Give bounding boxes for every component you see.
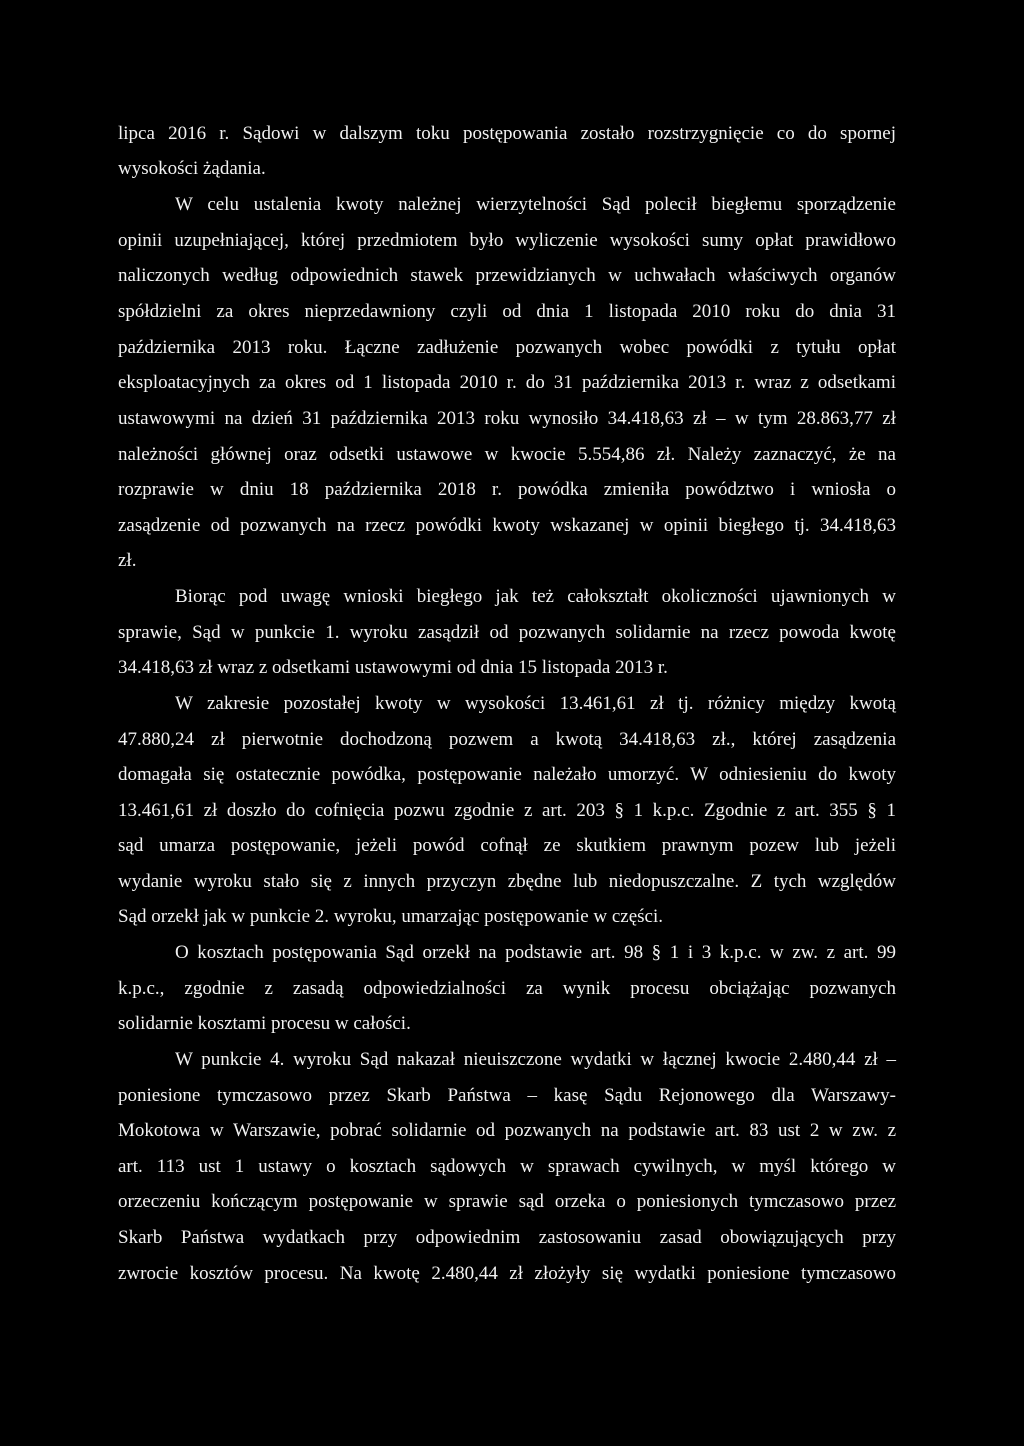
text-line: naliczonych według odpowiednich stawek przewidzianych w uchwałach właściwych organów xyxy=(118,265,896,286)
text-line: Mokotowa w Warszawie, pobrać solidarnie od pozwanych na podstawie art. 83 ust 2 w zw. z xyxy=(118,1120,896,1141)
text-line: 34.418,63 zł wraz z odsetkami ustawowymi od dnia 15 listopada 2013 r. xyxy=(118,657,668,678)
text-line: października 2013 roku. Łączne zadłużenie pozwanych wobec powódki z tytułu opłat xyxy=(118,337,896,358)
text-line: solidarnie kosztami procesu w całości. xyxy=(118,1013,411,1034)
text-line: O kosztach postępowania Sąd orzekł na podstawie art. 98 § 1 i 3 k.p.c. w zw. z art. 99 xyxy=(175,942,896,963)
text-line: opinii uzupełniającej, której przedmiotem było wyliczenie wysokości sumy opłat prawidłowo xyxy=(118,230,896,251)
text-line: zasądzenie od pozwanych na rzecz powódki kwoty wskazanej w opinii biegłego tj. 34.418,63 xyxy=(118,515,896,536)
text-line: sprawie, Sąd w punkcie 1. wyroku zasądził od pozwanych solidarnie na rzecz powoda kwotę xyxy=(118,622,896,643)
text-line: zwrocie kosztów procesu. Na kwotę 2.480,44 zł złożyły się wydatki poniesione tymczasowo xyxy=(118,1263,896,1284)
text-line: 47.880,24 zł pierwotnie dochodzoną pozwem a kwotą 34.418,63 zł., której zasądzenia xyxy=(118,729,896,750)
text-line: orzeczeniu kończącym postępowanie w sprawie sąd orzeka o poniesionych tymczasowo przez xyxy=(118,1191,896,1212)
text-line: zł. xyxy=(118,550,137,571)
text-line: rozprawie w dniu 18 października 2018 r. powódka zmieniła powództwo i wniosła o xyxy=(118,479,896,500)
text-line: Sąd orzekł jak w punkcie 2. wyroku, umarzając postępowanie w części. xyxy=(118,906,663,927)
text-line: W punkcie 4. wyroku Sąd nakazał nieuiszczone wydatki w łącznej kwocie 2.480,44 zł – xyxy=(175,1049,896,1070)
text-line: k.p.c., zgodnie z zasadą odpowiedzialności za wynik procesu obciążając pozwanych xyxy=(118,978,896,999)
text-line: Skarb Państwa wydatkach przy odpowiednim zastosowaniu zasad obowiązujących przy xyxy=(118,1227,896,1248)
text-line: art. 113 ust 1 ustawy o kosztach sądowych w sprawach cywilnych, w myśl którego w xyxy=(118,1156,896,1177)
text-line: ustawowymi na dzień 31 października 2013 roku wynosiło 34.418,63 zł – w tym 28.863,77 zł xyxy=(118,408,896,429)
text-line: Biorąc pod uwagę wnioski biegłego jak też całokształt okoliczności ujawnionych w xyxy=(175,586,896,607)
text-line: W zakresie pozostałej kwoty w wysokości 13.461,61 zł tj. różnicy między kwotą xyxy=(175,693,896,714)
text-line: spółdzielni za okres nieprzedawniony czyli od dnia 1 listopada 2010 roku do dnia 31 xyxy=(118,301,896,322)
text-line: eksploatacyjnych za okres od 1 listopada 2010 r. do 31 października 2013 r. wraz z odsetkami xyxy=(118,372,896,393)
text-line: sąd umarza postępowanie, jeżeli powód cofnął ze skutkiem prawnym pozew lub jeżeli xyxy=(118,835,896,856)
text-line: domagała się ostatecznie powódka, postępowanie należało umorzyć. W odniesieniu do kwoty xyxy=(118,764,896,785)
text-line: wysokości żądania. xyxy=(118,158,266,179)
text-line: poniesione tymczasowo przez Skarb Państwa – kasę Sądu Rejonowego dla Warszawy- xyxy=(118,1085,896,1106)
text-line: lipca 2016 r. Sądowi w dalszym toku postępowania zostało rozstrzygnięcie co do spornej xyxy=(118,123,896,144)
text-line: W celu ustalenia kwoty należnej wierzytelności Sąd polecił biegłemu sporządzenie xyxy=(175,194,896,215)
text-line: wydanie wyroku stało się z innych przyczyn zbędne lub niedopuszczalne. Z tych względów xyxy=(118,871,896,892)
text-line: 13.461,61 zł doszło do cofnięcia pozwu zgodnie z art. 203 § 1 k.p.c. Zgodnie z art. 355 § 1 xyxy=(118,800,896,821)
text-line: należności głównej oraz odsetki ustawowe w kwocie 5.554,86 zł. Należy zaznaczyć, że na xyxy=(118,444,896,465)
